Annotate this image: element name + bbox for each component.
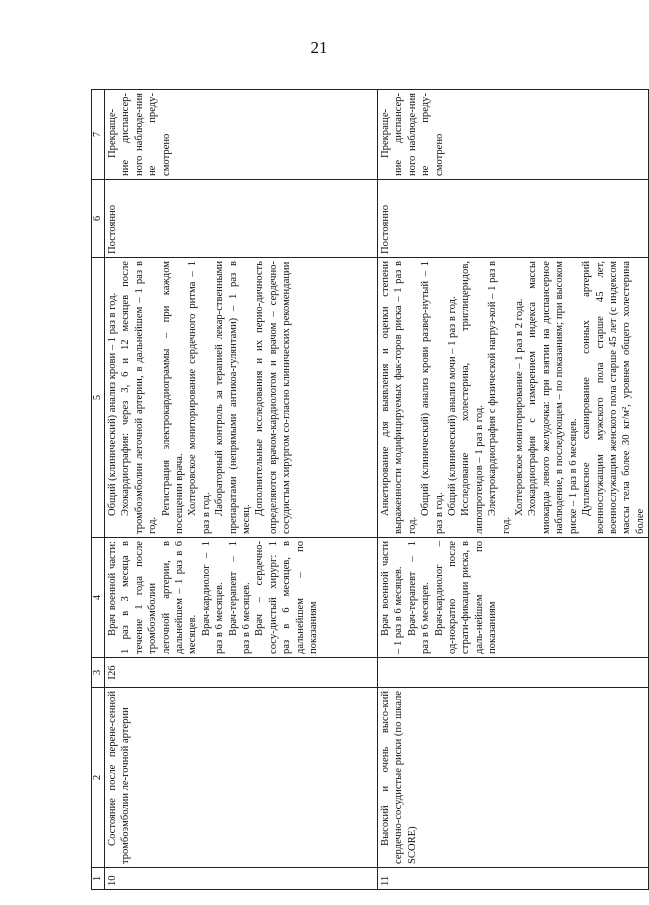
exam-line: Эхокардиография с измерением индекса массы миокарда левого желудочка: при взятии на диспансерное наблюдение, в последующем – по показаниям; при высоком риске – 1 раз в 6 месяцев. xyxy=(527,261,579,534)
exam-line: Общий (клинический) анализ мочи – 1 раз в год. xyxy=(447,296,459,516)
doctor-line: Врач военной части: 1 раз в 3 месяца в течение 1 года после тромбоэмболии легочной артерии, в дальнейшем – 1 раз в 6 месяцев. xyxy=(107,541,199,654)
end-cell xyxy=(378,90,649,180)
header-cell: 7 xyxy=(92,90,105,180)
condition-text: Высокий и очень высо-кий сердечно-сосудистые риски (по шкале SCORE) xyxy=(380,691,418,864)
exam-line: Общий (клинический) анализ крови – 1 раз в год. xyxy=(107,292,118,516)
duration-cell: Постоянно xyxy=(105,180,378,258)
exam-line: Холтеровское мониторирование – 1 раз в 2 года. xyxy=(514,298,526,516)
doctor-line: Врач военной части – 1 раз в 6 месяцев. xyxy=(380,541,405,654)
exam-line: Общий (клинический) анализ крови развер-нутый – 1 раз в год. xyxy=(420,261,445,534)
doctor-line: Врач-кардиолог – 1 раз в 6 месяцев. xyxy=(200,541,226,654)
page-number: 21 xyxy=(310,38,328,57)
exam-line: Исследование холестерина, триглицеридов, липопротеидов – 1 раз в год. xyxy=(460,261,485,534)
header-cell: 6 xyxy=(92,180,105,258)
header-row xyxy=(92,90,105,890)
header-cell: 1 xyxy=(92,868,105,890)
row-number: 10 xyxy=(105,868,378,890)
header-cell: 3 xyxy=(92,658,105,688)
exam-line: Лабораторный контроль за терапией лекар-ственными препаратами (непрямыми антикоа-гулянтами) – 1 раз в месяц. xyxy=(214,261,253,534)
exam-line: Холтеровское мониторирование сердечного ритма – 1 раз в год. xyxy=(187,261,212,534)
exam-line: Дуплексное сканирование сонных артерий военнослужащим мужского пола старше 45 лет, военнослужащим женского пола старше 45 лет (с индексом массы тела более 30 кг/м², уровнем общего холестерина более xyxy=(581,261,646,534)
code-cell xyxy=(378,658,649,688)
doctors-cell xyxy=(378,538,649,658)
table-row xyxy=(378,90,649,890)
condition-text: Состояние после перене-сенной тромбоэмболии ле-гочной артерии xyxy=(107,691,132,864)
header-cell: 4 xyxy=(92,538,105,658)
end-cell xyxy=(105,90,378,180)
condition-cell xyxy=(378,688,649,868)
code-cell: I26 xyxy=(105,658,378,688)
doctors-cell xyxy=(105,538,378,658)
end-text: Прекраще-ние диспансер-ного наблюде-ния не преду-смотрено xyxy=(107,93,172,176)
exam-line: Регистрация электрокардиограммы – при каждом посещении врача. xyxy=(160,261,186,534)
end-text: Прекраще-ние диспансер-ного наблюде-ния не преду-смотрено xyxy=(380,93,445,176)
doctor-line: Врач-терапевт – 1 раз в 6 месяцев. xyxy=(227,541,253,654)
duration-cell: Постоянно xyxy=(378,180,649,258)
rotated-table-wrapper xyxy=(91,90,646,890)
exams-cell xyxy=(378,258,649,538)
doctor-line: Врач-терапевт – 1 раз в 6 месяцев. xyxy=(406,541,432,654)
doctor-line: Врач-кардиолог – од-нократно после страти-фикации риска, в даль-нейшем по показаниям xyxy=(433,541,499,654)
exam-line: Электрокардиография с физической нагруз-кой – 1 раз в год. xyxy=(487,261,512,534)
header-cell: 5 xyxy=(92,258,105,538)
row-number: 11 xyxy=(378,868,649,890)
exam-line: Дополнительные исследования и их перио-дичность определяются врачом-кардиологом и врачом – сердечно-сосудистым хирургом со-гласно клинических рекомендации xyxy=(254,261,293,534)
exam-line: Эхокардиография: через 3, 6 и 12 месяцев после тромбоэмболии легочной артерии, в дальнейшем – 1 раз в год. xyxy=(120,261,159,534)
header-cell: 2 xyxy=(92,688,105,868)
exam-line: Анкетирование для выявления и оценки степени выраженности модифицируемых фак-торов риска – 1 раз в год. xyxy=(380,261,418,534)
dispensary-table xyxy=(91,89,649,890)
condition-cell xyxy=(105,688,378,868)
table-row xyxy=(105,90,378,890)
doctor-line: Врач – сердечно-сосу-дистый хирург: 1 раз в 6 месяцев, в дальнейшем – по показаниям xyxy=(254,541,320,654)
exams-cell xyxy=(105,258,378,538)
